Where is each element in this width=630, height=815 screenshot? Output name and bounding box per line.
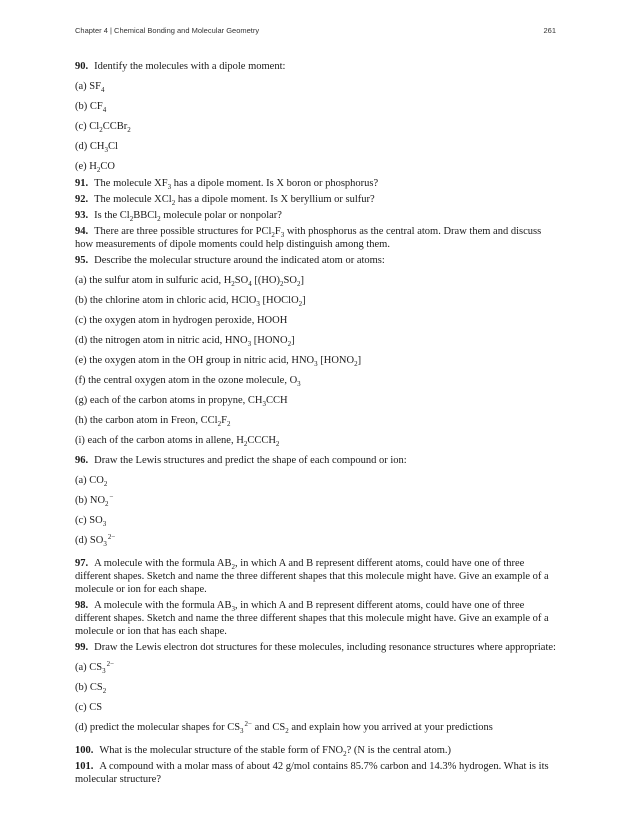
q95-option-f: (f) the central oxygen atom in the ozone molecule, $O_3$: [75, 375, 301, 389]
question-100: 100. What is the molecular structure of the stable form of $FNO_2$? (N is the central atom.): [75, 745, 452, 759]
q95-option-g: (g) each of the carbon atoms in propyne, $CH_3CCH$: [75, 395, 288, 409]
q90-option-c: (c) $Cl_2CCBr_2$: [75, 121, 131, 135]
q90-option-a: (a) $SF_4$: [75, 81, 105, 95]
exercise-list: [75, 60, 557, 789]
question-94: 94. There are three possible structures for $PCl_2F_3$ with phosphorus as the central atom. Draw them and discuss how measurements of dipole moments could help distinguish among them.: [75, 226, 542, 250]
q95-option-d: (d) the nitrogen atom in nitric acid, $HNO_3$ $[HONO_2]$: [75, 335, 295, 349]
q99-option-d: (d) predict the molecular shapes for $CS_3^{2-}$ and $CS_2$ and explain how you arrived at your predictions: [75, 719, 493, 736]
q90-option-b: (b) $CF_4$: [75, 101, 107, 115]
question-96: 96. Draw the Lewis structures and predict the shape of each compound or ion:: [75, 455, 407, 466]
q96-option-d: (d) $SO_3^{2-}$: [75, 532, 116, 549]
q90-option-e: (e) $H_2CO$: [75, 161, 115, 175]
q99-option-b: (b) $CS_2$: [75, 682, 107, 696]
q96-option-c: (c) $SO_3$: [75, 515, 107, 529]
question-98: 98. A molecule with the formula $AB_3$, in which A and B represent different atoms, could have one of three different shapes. Sketch and name the three different shapes that this molecule might have. Give an example of a molecule or ion that has each shape.: [75, 600, 549, 637]
sulfite-ion-formula: $SO_3^{2-}$: [89, 532, 116, 549]
q90-option-d: (d) $CH_3Cl$: [75, 141, 118, 155]
page-number: 261: [543, 26, 556, 35]
question-91: 91. The molecule $XF_3$ has a dipole moment. Is X boron or phosphorus?: [75, 178, 379, 192]
chapter-header: Chapter 4 | Chemical Bonding and Molecular Geometry: [75, 26, 260, 35]
thiocarbonate-ion-formula: $CS_3^{2-}$: [89, 659, 115, 676]
q95-option-e: (e) the oxygen atom in the OH group in nitric acid, $HNO_3$ $[HONO_2]$: [75, 355, 362, 369]
question-93: 93. Is the $Cl_2BBCl_2$ molecule polar or nonpolar?: [75, 210, 282, 224]
q96-option-b: (b) $NO_2^-$: [75, 492, 114, 509]
question-95: 95. Describe the molecular structure around the indicated atom or atoms:: [75, 255, 385, 266]
question-number: 90.: [75, 61, 89, 72]
q95-option-a: (a) the sulfur atom in sulfuric acid, $H_2SO_4$ $[(HO)_2SO_2]$: [75, 275, 304, 289]
q95-option-c: (c) the oxygen atom in hydrogen peroxide, HOOH: [75, 315, 288, 326]
q96-option-a: (a) $CO_2$: [75, 475, 108, 489]
question-90: 90. Identify the molecules with a dipole moment:: [75, 61, 286, 72]
q99-option-a: (a) $CS_3^{2-}$: [75, 659, 115, 676]
q95-option-i: (i) each of the carbon atoms in allene, $H_2CCCH_2$: [75, 435, 280, 449]
q95-option-h: (h) the carbon atom in Freon, $CCl_2F_2$: [75, 415, 231, 429]
question-101: 101. A compound with a molar mass of about 42 g/mol contains 85.7% carbon and 14.3% hydrogen. What is its molecular structure?: [75, 761, 549, 785]
q99-option-c: (c) CS: [75, 702, 103, 713]
question-97: 97. A molecule with the formula $AB_2$, in which A and B represent different atoms, could have one of three different shapes. Sketch and name the three different shapes that this molecule might have. Give an example of a molecule or ion for each shape.: [75, 558, 549, 595]
question-99: 99. Draw the Lewis electron dot structures for these molecules, including resonance structures where appropriate:: [75, 642, 556, 653]
q95-option-b: (b) the chlorine atom in chloric acid, HClO$_3$ [HOClO$_2$]: [75, 295, 306, 309]
nitrite-ion-formula: $NO_2^-$: [89, 492, 114, 509]
question-92: 92. The molecule XCl$_2$ has a dipole moment. Is X beryllium or sulfur?: [75, 194, 375, 208]
